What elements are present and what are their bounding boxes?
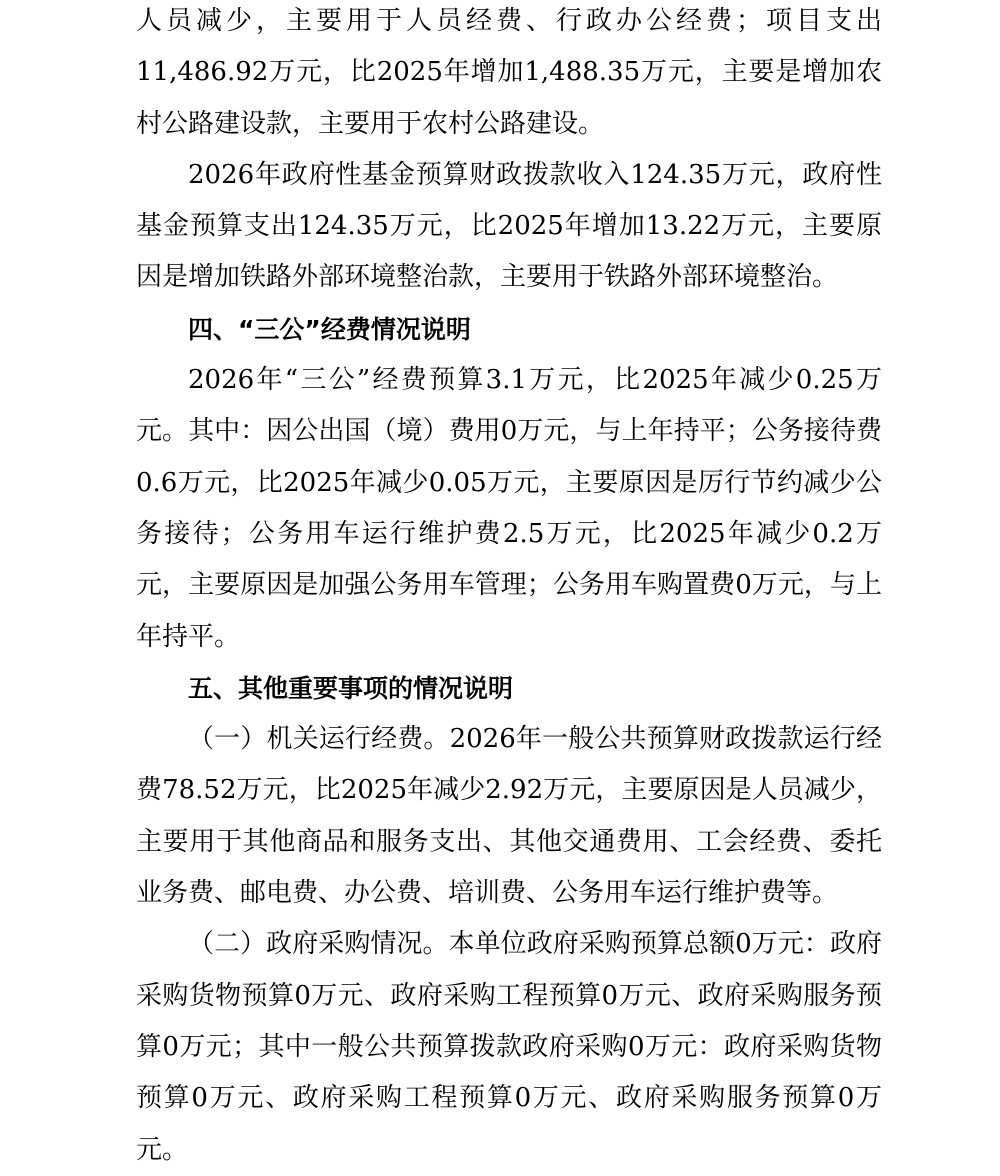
paragraph-government-fund-budget: 2026年政府性基金预算财政拨款收入124.35万元，政府性基金预算支出124.35万元，比2025年增加13.22万元，主要原因是增加铁路外部环境整治款，主要用于铁路外部环境整治。	[136, 159, 882, 293]
paragraph-agency-operating-expenses: （一）机关运行经费。2026年一般公共预算财政拨款运行经费78.52万元，比2025年减少2.92万元，主要原因是人员减少，主要用于其他商品和服务支出、其他交通费用、工会经费、委托业务费、邮电费、办公费、培训费、公务用车运行维护费等。	[136, 724, 882, 909]
paragraph-government-procurement: （二）政府采购情况。本单位政府采购预算总额0万元：政府采购货物预算0万元、政府采购工程预算0万元、政府采购服务预算0万元；其中一般公共预算拨款政府采购0万元：政府采购货物预算0万元、政府采购工程预算0万元、政府采购服务预算0万元。	[136, 929, 882, 1165]
section-heading-three-public-expenses: 四、“三公”经费情况说明	[188, 314, 471, 344]
paragraph-three-public-expenses: 2026年“三公”经费预算3.1万元，比2025年减少0.25万元。其中：因公出国（境）费用0万元，与上年持平；公务接待费0.6万元，比2025年减少0.05万元，主要原因是厉行节约减少公务接待；公务用车运行维护费2.5万元，比2025年减少0.2万元，主要原因是加强公务用车管理；公务用车购置费0万元，与上年持平。	[136, 365, 882, 652]
section-heading-other-matters: 五、其他重要事项的情况说明	[188, 673, 514, 703]
document-page	[136, 0, 882, 1176]
paragraph-project-expenditure: 人员减少，主要用于人员经费、行政办公经费；项目支出11,486.92万元，比2025年增加1,488.35万元，主要是增加农村公路建设款，主要用于农村公路建设。	[136, 6, 882, 139]
